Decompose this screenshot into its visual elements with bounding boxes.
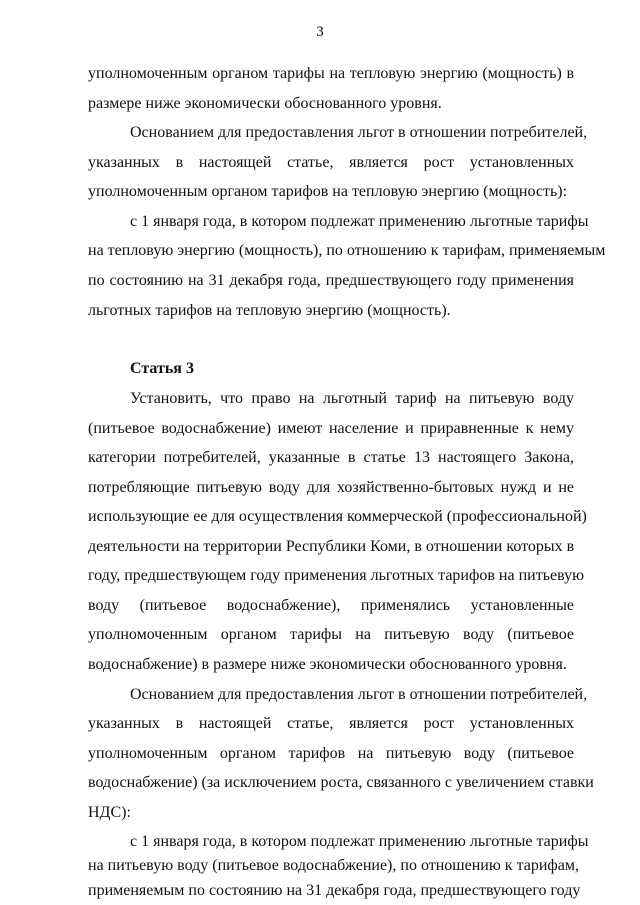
text-line: на питьевую воду (питьевое водоснабжение), по отношению к тарифам, [88, 857, 580, 874]
text-line: указанных в настоящей статье, является рост установленных [88, 715, 574, 732]
text-line: использующие ее для осуществления коммерческой (профессиональной) [88, 508, 587, 525]
text-line: льготных тарифов на тепловую энергию (мощность). [88, 302, 451, 319]
text-line: (питьевое водоснабжение) имеют население и приравненные к нему [88, 420, 574, 437]
text-line: воду (питьевое водоснабжение), применялись установленные [88, 597, 574, 614]
text-line: на тепловую энергию (мощность), по отношению к тарифам, применяемым [88, 242, 606, 259]
text-line: категории потребителей, указанные в статье 13 настоящего Закона, [88, 449, 574, 466]
text-line: с 1 января года, в котором подлежат применению льготные тарифы [130, 833, 589, 850]
article-heading: Статья 3 [130, 360, 194, 377]
text-line: Основанием для предоставления льгот в отношении потребителей, [130, 124, 588, 141]
text-line: водоснабжение) (за исключением роста, связанного с увеличением ставки [88, 774, 594, 791]
text-line: Основанием для предоставления льгот в отношении потребителей, [130, 686, 588, 703]
text-line: уполномоченным органом тарифов на питьевую воду (питьевое [88, 745, 574, 762]
text-line: применяемым по состоянию на 31 декабря года, предшествующего году [88, 882, 581, 899]
page-number: 3 [316, 24, 324, 40]
text-line: размере ниже экономически обоснованного уровня. [88, 95, 442, 112]
text-line: потребляющие питьевую воду для хозяйственно-бытовых нужд и не [88, 479, 574, 496]
text-line: уполномоченным органом тарифы на тепловую энергию (мощность) в [88, 65, 574, 82]
text-line: по состоянию на 31 декабря года, предшествующего году применения [88, 272, 574, 289]
text-line: Установить, что право на льготный тариф на питьевую воду [130, 390, 574, 407]
text-line: НДС): [88, 804, 131, 821]
text-line: году, предшествующем году применения льготных тарифов на питьевую [88, 567, 585, 584]
text-line: уполномоченным органом тарифов на тепловую энергию (мощность): [88, 183, 568, 200]
text-line: с 1 января года, в котором подлежат применению льготные тарифы [130, 213, 589, 230]
text-line: деятельности на территории Республики Коми, в отношении которых в [88, 538, 575, 555]
text-line: водоснабжение) в размере ниже экономически обоснованного уровня. [88, 656, 567, 673]
text-line: указанных в настоящей статье, является рост установленных [88, 154, 574, 171]
text-line: уполномоченным органом тарифы на питьевую воду (питьевое [88, 626, 574, 643]
